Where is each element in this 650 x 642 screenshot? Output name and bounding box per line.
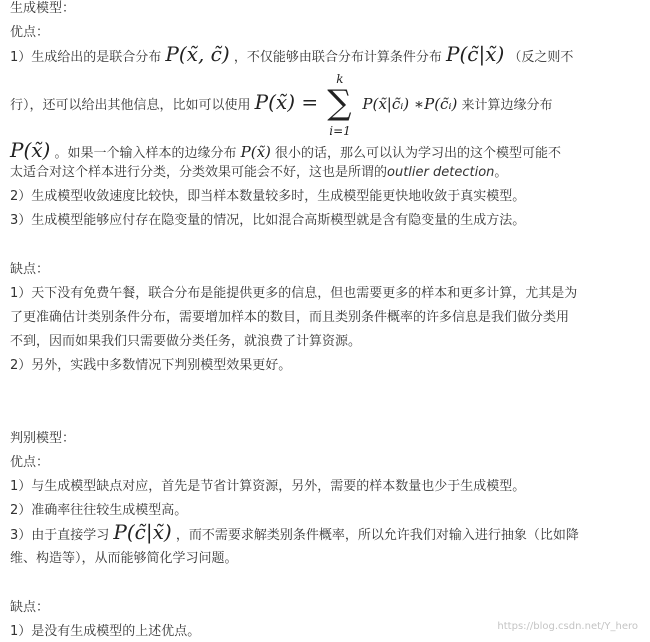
disc-con-1: 1）是没有生成模型的上述优点。 bbox=[10, 624, 201, 639]
generative-pros-label: 优点： bbox=[10, 25, 50, 40]
disc-pro-3-line-1 bbox=[10, 520, 579, 544]
gen-con-1-line-2: 了更准确估计类别条件分布，需要增加样本的数目，而且类别条件概率的许多信息是我们做分类用 bbox=[10, 310, 570, 325]
formula-joint: P(x̃, c̃) bbox=[165, 42, 230, 66]
generative-heading: 生成模型： bbox=[10, 1, 76, 16]
formula-conditional: P(c̃|x̃) bbox=[445, 42, 505, 66]
gen-con-1-line-1: 1）天下没有免费午餐，联合分布是能提供更多的信息，但也需要更多的样本和更多计算，尤其是为 bbox=[10, 286, 578, 301]
text: （反之则不 bbox=[508, 50, 574, 65]
formula-marginal-rhs: P(x̃|c̃ᵢ) ∗P(c̃ᵢ) bbox=[362, 95, 458, 113]
generative-cons-label: 缺点： bbox=[10, 262, 50, 277]
gen-pro-1-line-1 bbox=[10, 42, 574, 66]
sum-upper-limit: k bbox=[336, 71, 344, 86]
formula-conditional: P(c̃|x̃) bbox=[113, 520, 172, 544]
gen-pro-1-line-4 bbox=[10, 165, 507, 181]
text: ，不仅能够由联合分布计算条件分布 bbox=[233, 50, 442, 65]
gen-pro-3: 3）生成模型能够应付存在隐变量的情况，比如混合高斯模型就是含有隐变量的生成方法。 bbox=[10, 213, 526, 228]
formula-marginal-small: P(x̃) bbox=[240, 143, 271, 161]
text: 很小的话，那么可以认为学习出的这个模型可能不 bbox=[275, 146, 562, 161]
gen-con-1-line-3: 不到，因而如果我们只需要做分类任务，就浪费了计算资源。 bbox=[10, 334, 362, 349]
text: 行），还可以给出其他信息，比如可以使用 bbox=[10, 98, 251, 113]
sum-lower-limit: i=1 bbox=[329, 123, 351, 138]
text: 。如果一个输入样本的边缘分布 bbox=[54, 146, 237, 161]
gen-pro-1-line-2 bbox=[10, 71, 553, 138]
disc-pro-1: 1）与生成模型缺点对应，首先是节省计算资源，另外，需要的样本数量也少于生成模型。 bbox=[10, 479, 526, 494]
summation-symbol: k ∑ i=1 bbox=[327, 71, 352, 138]
text: 太适合对这个样本进行分类，分类效果可能会不好，这也是所谓的 bbox=[10, 165, 388, 180]
text: ，而不需要求解类别条件概率，所以允许我们对输入进行抽象（比如降 bbox=[175, 528, 579, 543]
discriminative-heading: 判别模型： bbox=[10, 431, 76, 446]
gen-pro-1-line-3 bbox=[10, 138, 562, 162]
formula-marginal: P(x̃) bbox=[10, 138, 51, 162]
text: 来计算边缘分布 bbox=[461, 98, 553, 113]
text: 1）生成给出的是联合分布 bbox=[10, 50, 162, 65]
gen-pro-2: 2）生成模型收敛速度比较快，即当样本数量较多时，生成模型能更快地收敛于真实模型。 bbox=[10, 189, 526, 204]
discriminative-cons-label: 缺点： bbox=[10, 600, 50, 615]
outlier-detection-term: outlier detection bbox=[387, 165, 495, 180]
discriminative-pros-label: 优点： bbox=[10, 455, 50, 470]
gen-con-2: 2）另外，实践中多数情况下判别模型效果更好。 bbox=[10, 358, 292, 373]
watermark: https://blog.csdn.net/Y_hero bbox=[497, 621, 638, 632]
formula-marginal-lhs: P(x̃) = bbox=[254, 90, 319, 114]
text: 3）由于直接学习 bbox=[10, 528, 110, 543]
disc-pro-2: 2）准确率往往较生成模型高。 bbox=[10, 503, 188, 518]
text: 。 bbox=[494, 165, 508, 180]
disc-pro-3-line-2: 维、构造等），从而能够简化学习问题。 bbox=[10, 551, 238, 566]
